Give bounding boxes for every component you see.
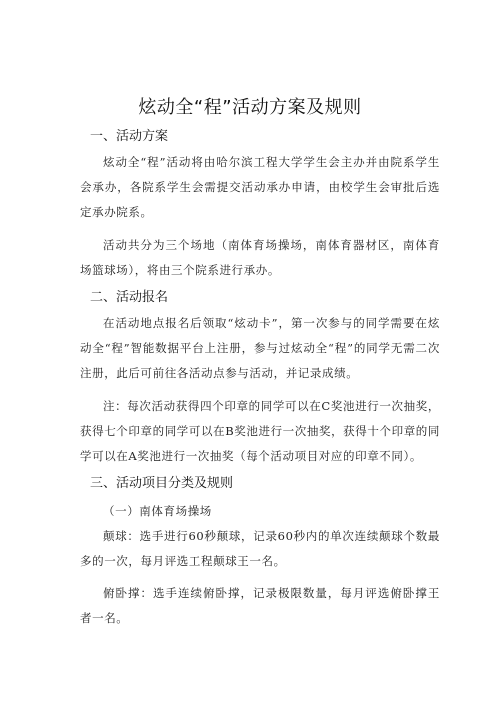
paragraph-plan-1: 炫动全“程”活动将由哈尔滨工程大学学生会主办并由院系学生会承办，各院系学生会需提交活动承办申请，由校学生会审批后选定承办院系。 (80, 155, 440, 219)
document-title: 炫动全“程”活动方案及规则 (138, 97, 362, 118)
paragraph-juggling: 颠球：选手进行60秒颠球，记录60秒内的单次连续颠球个数最多的一次，每月评选工程颠球王一名。 (80, 529, 440, 568)
section-heading-plan: 一、活动方案 (90, 129, 169, 144)
paragraph-pushups: 俯卧撑：选手连续俯卧撑，记录极限数量，每月评选俯卧撑王者一名。 (80, 586, 440, 625)
paragraph-registration-1: 在活动地点报名后领取“炫动卡”，第一次参与的同学需要在炫动全“程”智能数据平台上注册，参与过炫动全“程”的同学无需二次注册，此后可前往各活动点参与活动，并记录成绩。 (80, 316, 440, 380)
paragraph-plan-2: 活动共分为三个场地（南体育场操场，南体育器材区，南体育场篮球场），将由三个院系进行承办。 (80, 238, 440, 277)
section-heading-items: 三、活动项目分类及规则 (90, 476, 234, 491)
subheading-south-field: （一）南体育场操场 (103, 504, 212, 518)
section-heading-registration: 二、活动报名 (90, 290, 169, 305)
paragraph-registration-note: 注：每次活动获得四个印章的同学可以在C奖池进行一次抽奖，获得七个印章的同学可以在B奖池进行一次抽奖，获得十个印章的同学可以在A奖池进行一次抽奖（每个活动项目对应的印章不同）。 (80, 399, 440, 463)
